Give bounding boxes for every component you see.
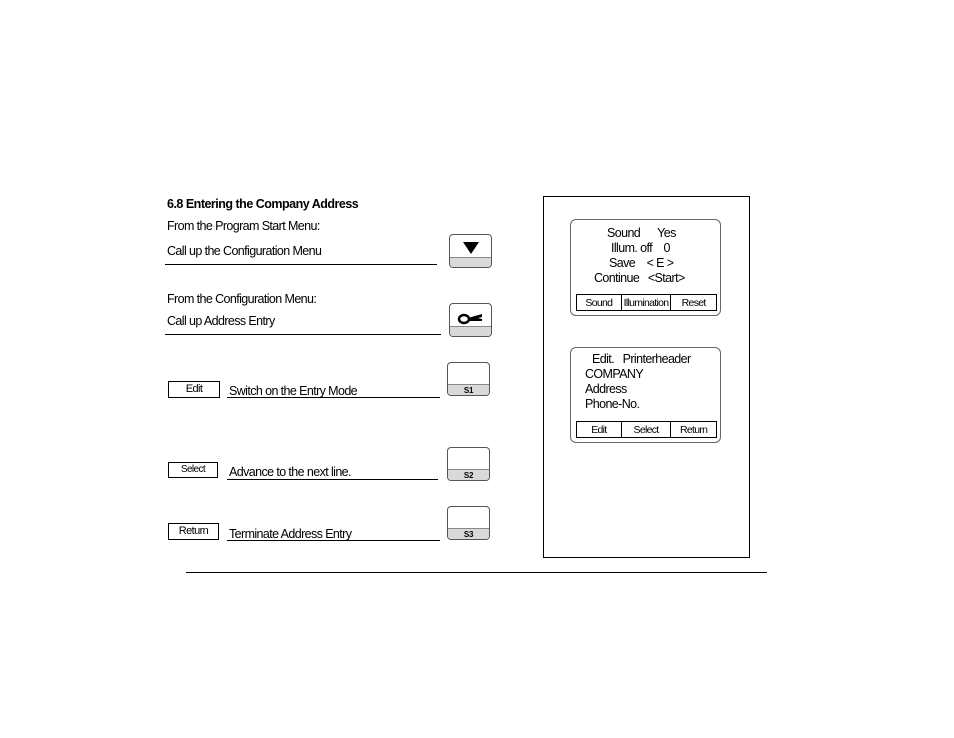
edit-softkey-label: Edit: [168, 381, 220, 398]
screen-line: Illum. off 0: [611, 241, 670, 255]
s2-key-label: S2: [463, 471, 474, 480]
reset-function-key[interactable]: Reset: [681, 297, 706, 309]
function-key-bar: [576, 421, 717, 438]
step-call-address-entry: Call up Address Entry: [167, 314, 275, 328]
s1-key[interactable]: [447, 362, 490, 396]
divider: [165, 334, 441, 335]
screen-line: Continue <Start>: [594, 271, 685, 285]
return-softkey-label: Return: [168, 523, 219, 540]
sound-function-key[interactable]: Sound: [577, 295, 622, 310]
s3-key-label: S3: [463, 530, 474, 539]
key-button[interactable]: [449, 303, 492, 337]
printer-header-screen: [570, 347, 721, 443]
screen-line: Phone-No.: [585, 397, 640, 411]
step-from-start-menu: From the Program Start Menu:: [167, 219, 320, 233]
key-icon: [450, 304, 492, 329]
s2-key[interactable]: [447, 447, 490, 481]
divider: [165, 264, 437, 265]
select-softkey-label: Select: [168, 462, 218, 478]
config-menu-screen: [570, 219, 721, 316]
step-return-terminate: Terminate Address Entry: [229, 527, 352, 541]
triangle-down-icon: [450, 235, 492, 260]
section-title: 6.8 Entering the Company Address: [167, 197, 359, 211]
down-arrow-key[interactable]: [449, 234, 492, 268]
divider: [227, 397, 440, 398]
step-call-config-menu: Call up the Configuration Menu: [167, 244, 322, 258]
screen-line: COMPANY: [585, 367, 644, 381]
s1-key-label: S1: [463, 386, 474, 395]
return-function-key[interactable]: Return: [679, 424, 708, 436]
step-select-next-line: Advance to the next line.: [229, 465, 351, 479]
screen-line: Save < E >: [609, 256, 674, 270]
select-function-key[interactable]: Select: [622, 422, 672, 437]
divider: [227, 540, 440, 541]
step-edit-entry-mode: Switch on the Entry Mode: [229, 384, 358, 398]
s3-key[interactable]: [447, 506, 490, 540]
divider: [227, 479, 438, 480]
step-from-config-menu: From the Configuration Menu:: [167, 292, 317, 306]
screen-line: Address: [585, 382, 627, 396]
function-key-bar: [576, 294, 717, 311]
display-panel: [543, 196, 750, 558]
screen-line: Sound Yes: [607, 226, 676, 240]
page-bottom-rule: [186, 572, 767, 573]
illumination-function-key[interactable]: Illumination: [622, 295, 672, 310]
screen-line: Edit. Printerheader: [592, 352, 691, 366]
edit-function-key[interactable]: Edit: [577, 422, 622, 437]
